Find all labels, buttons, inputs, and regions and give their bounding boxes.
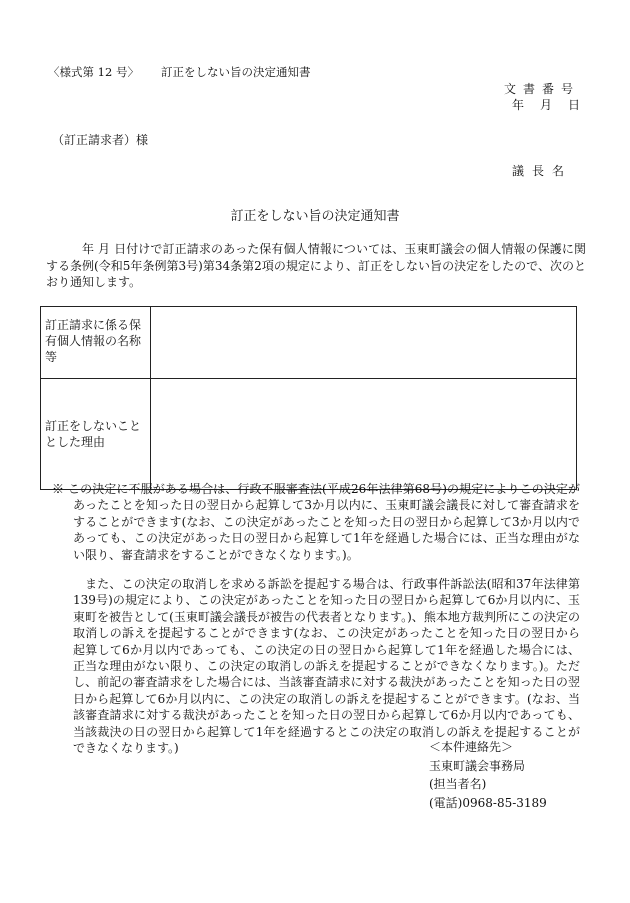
appeal-notice: ※ この決定に不服がある場合は、行政不服審査法(平成26年法律第68号)の規定によりこの決定があったことを知った日の翌日から起算して3か月以内に、玉東町議会議長に対して審査請求をすることができます(なお、この決定があったことを知った日の翌日から起算して3か月以内であっても、この決定があった日の翌日から起算して1年を経過した場合には、正当な理由がない限り、審査請求をすることができなくなります。)。: [52, 482, 580, 562]
form-number: 〈様式第 12 号〉: [48, 65, 139, 79]
date-month: 月: [539, 98, 552, 112]
form-heading: [48, 64, 310, 80]
contact-block: [429, 738, 547, 812]
date-year: 年: [511, 98, 524, 112]
info-table: [40, 306, 577, 490]
contact-phone: (電話)0968-85-3189: [429, 795, 547, 810]
table-value-reason: [151, 379, 577, 490]
form-title: 訂正をしない旨の決定通知書: [160, 65, 311, 79]
date-day: 日: [567, 98, 580, 112]
document-number-label: 文書番号: [503, 82, 580, 96]
lawsuit-notice: また、この決定の取消しを求める訴訟を提起する場合は、行政事件訴訟法(昭和37年法律第139号)の規定により、この決定があったことを知った日の翌日から起算して6か月以内に、玉東町を被告として(玉東町議会議長が被告の代表者となります。)、熊本地方裁判所にこの決定の取消しの訴えを提起することができます(なお、この決定があったことを知った日の翌日から起算して6か月以内であっても、この決定の日の翌日から起算して1年を経過した場合には、正当な理由がない限り、この決定の取消しの訴えを提起することができなくなります。)。ただし、前記の審査請求をした場合には、当該審査請求に対する裁決があったことを知った日の翌日から起算して6か月以内に、この決定の取消しの訴えを提起することができます。(なお、当該審査請求に対する裁決があったことを知った日の翌日から起算して6か月以内であっても、当該裁決の日の翌日から起算して1年を経過するとこの決定の取消しの訴えを提起することができなくなります。): [73, 577, 580, 756]
table-label-info-name: 訂正請求に係る保有個人情報の名称等: [41, 307, 151, 379]
contact-person: (担当者名): [429, 777, 487, 791]
contact-office: 玉東町議会事務局: [429, 758, 526, 773]
table-row: [41, 307, 577, 379]
table-label-reason: 訂正をしないこととした理由: [41, 379, 151, 490]
chair-name: 議長名: [511, 164, 572, 178]
contact-heading: ＜本件連絡先＞: [429, 740, 514, 754]
document-title: 訂正をしない旨の決定通知書: [230, 209, 400, 224]
date-label: [512, 96, 580, 113]
addressee: （訂正請求者）様: [52, 133, 149, 147]
table-value-info-name: [151, 307, 577, 379]
intro-paragraph: 年 月 日付けで訂正請求のあった保有個人情報については、玉東町議会の個人情報の保護に関する条例(令和5年条例第3号)第34条第2項の規定により、訂正をしない旨の決定をしたので、次のとおり通知します。: [46, 242, 586, 289]
table-row: [41, 379, 577, 490]
